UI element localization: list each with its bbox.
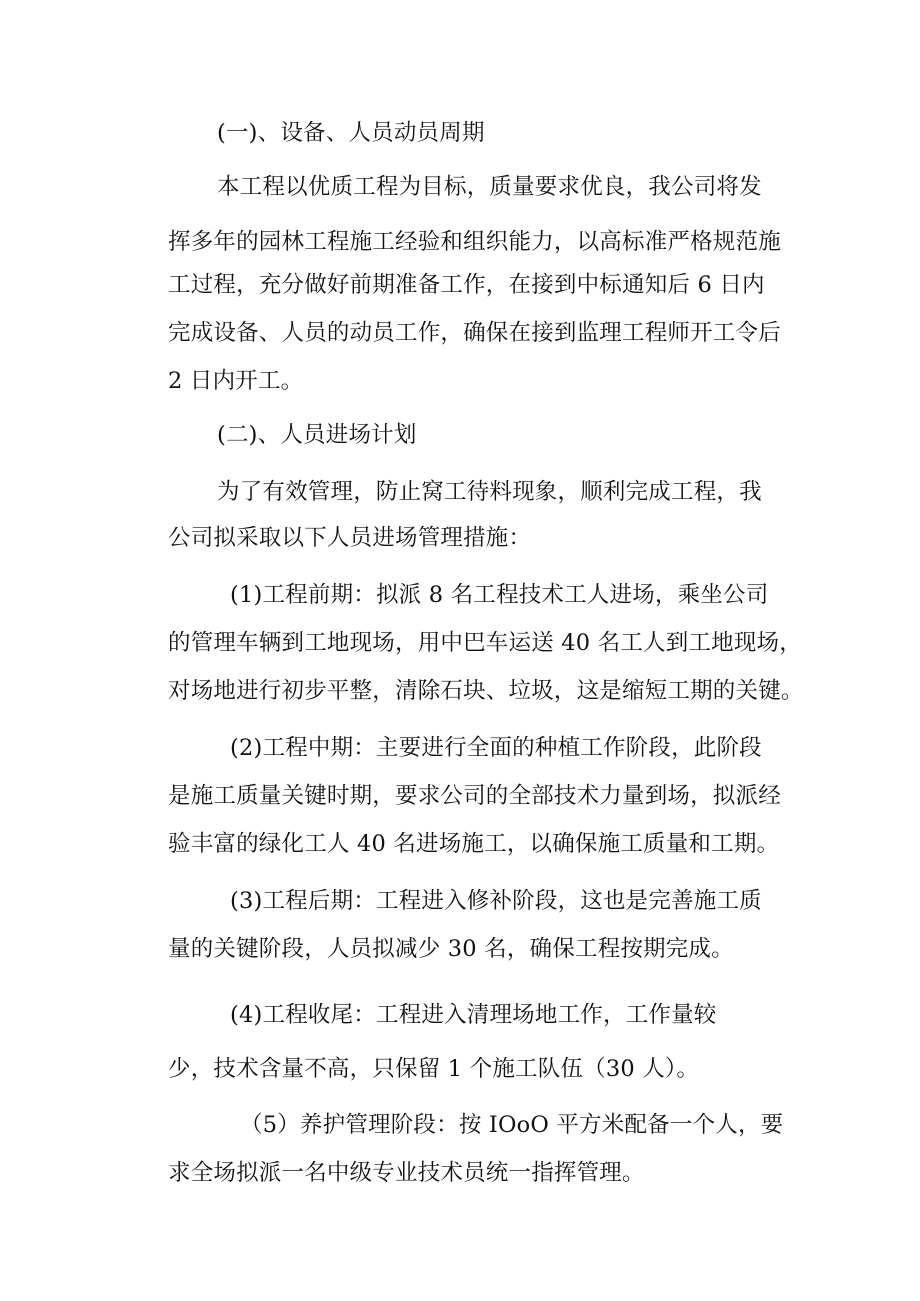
item-line: 是施工质量关键时期，要求公司的全部技术力量到场，拟派经 xyxy=(168,783,781,809)
paragraph-line: 完成设备、人员的动员工作，确保在接到监理工程师开工令后 xyxy=(168,320,781,346)
paragraph-line: 工过程，充分做好前期准备工作，在接到中标通知后 6 日内 xyxy=(168,272,765,298)
item-line: 的管理车辆到工地现场，用中巴车运送 40 名工人到工地现场， xyxy=(168,630,802,656)
item-line: 求全场拟派一名中级专业技术员统一指挥管理。 xyxy=(168,1160,645,1186)
item-line: 对场地进行初步平整，清除石块、垃圾，这是缩短工期的关键。 xyxy=(168,678,804,704)
item-line: 少，技术含量不高，只保留 1 个施工队伍（30 人）。 xyxy=(168,1056,700,1082)
item-line: 验丰富的绿化工人 40 名进场施工，以确保施工质量和工期。 xyxy=(168,831,780,857)
item-line: 量的关键阶段，人员拟减少 30 名，确保工程按期完成。 xyxy=(168,936,734,962)
paragraph-line: 本工程以优质工程为目标，质量要求优良，我公司将发 xyxy=(217,174,762,200)
section-heading-equipment-mobilization: (一)、设备、人员动员周期 xyxy=(217,120,485,146)
item-line: （5）养护管理阶段：按 IOoO 平方米配备一个人，要 xyxy=(240,1112,784,1138)
paragraph-line: 挥多年的园林工程施工经验和组织能力，以高标准严格规范施 xyxy=(168,229,781,255)
paragraph-line: 2 日内开工。 xyxy=(168,368,304,394)
paragraph-line: 公司拟采取以下人员进场管理措施： xyxy=(168,525,532,551)
section-heading-personnel-entry-plan: (二)、人员进场计划 xyxy=(217,422,417,448)
item-line: (1)工程前期：拟派 8 名工程技术工人进场，乘坐公司 xyxy=(230,582,769,608)
paragraph-line: 为了有效管理，防止窝工待料现象，顺利完成工程，我 xyxy=(217,479,762,505)
item-line: (3)工程后期：工程进入修补阶段，这也是完善施工质 xyxy=(230,888,762,914)
item-line: (2)工程中期：主要进行全面的种植工作阶段，此阶段 xyxy=(230,735,762,761)
item-line: (4)工程收尾：工程进入清理场地工作，工作量较 xyxy=(230,1002,717,1028)
